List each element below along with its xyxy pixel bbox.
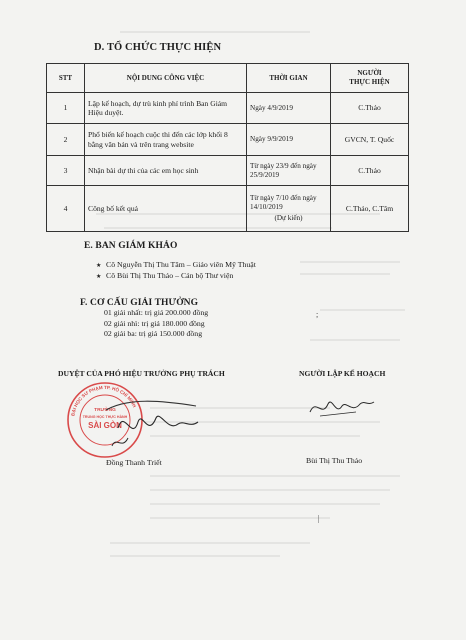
row-person: GVCN, T. Quốc bbox=[331, 124, 409, 156]
row-time: Từ ngày 7/10 đến ngày 14/10/2019 bbox=[250, 194, 317, 211]
row-person: C.Thảo, C.Tâm bbox=[331, 186, 409, 232]
row-content: Lập kế hoạch, dự trù kinh phí trình Ban Giám Hiệu duyệt. bbox=[85, 93, 247, 124]
row-stt: 3 bbox=[47, 156, 85, 186]
approver-title: DUYỆT CỦA PHÓ HIỆU TRƯỞNG PHỤ TRÁCH bbox=[58, 369, 225, 378]
row-content: Phổ biến kế hoạch cuộc thi đến các lớp khối 8 bằng văn bản và trên trang website bbox=[85, 124, 247, 156]
planner-name: Bùi Thị Thu Thảo bbox=[306, 456, 363, 465]
svg-text:TRƯỜNG: TRƯỜNG bbox=[94, 408, 116, 413]
list-item: 02 giải ba: trị giá 150.000 đồng bbox=[104, 329, 203, 338]
bullet-star-icon: ★ bbox=[96, 263, 102, 269]
section-d-title: D. TỔ CHỨC THỰC HIỆN bbox=[94, 42, 222, 53]
list-item: 01 giải nhất: trị giá 200.000 đồng bbox=[104, 308, 209, 317]
svg-text:ĐẠI HỌC SƯ PHẠM TP. HỒ CHÍ MIN: ĐẠI HỌC SƯ PHẠM TP. HỒ CHÍ MINH bbox=[70, 384, 138, 417]
stray-mark-icon: | bbox=[318, 514, 320, 523]
header-person-line2: THỰC HIỆN bbox=[349, 78, 390, 86]
row-content: Nhận bài dự thi của các em học sinh bbox=[85, 156, 247, 186]
row-time: Ngày 4/9/2019 bbox=[247, 93, 331, 124]
header-person bbox=[331, 64, 409, 93]
judge-name: Cô Bùi Thị Thu Thảo – Cán bộ Thư viện bbox=[106, 271, 234, 280]
header-time: THỜI GIAN bbox=[247, 64, 331, 93]
judge-name: Cô Nguyễn Thị Thu Tâm – Giáo viên Mỹ Thuật bbox=[106, 260, 256, 269]
approver-signature-icon bbox=[98, 388, 208, 454]
table-row bbox=[47, 93, 409, 124]
section-e-title: E. BAN GIÁM KHẢO bbox=[84, 241, 178, 251]
svg-text:SÀI GÒN: SÀI GÒN bbox=[88, 421, 122, 430]
judges-list bbox=[96, 260, 256, 282]
row-content: Công bố kết quả bbox=[85, 186, 247, 232]
row-person: C.Thảo bbox=[331, 156, 409, 186]
planner-title: NGƯỜI LẬP KẾ HOẠCH bbox=[299, 369, 386, 378]
row-time: Từ ngày 23/9 đến ngày 25/9/2019 bbox=[247, 156, 331, 186]
approver-name: Đồng Thanh Triết bbox=[106, 458, 162, 467]
header-content: NỘI DUNG CÔNG VIỆC bbox=[85, 64, 247, 93]
table-row bbox=[47, 156, 409, 186]
section-f-title: F. CƠ CẤU GIẢI THƯỞNG bbox=[80, 298, 199, 308]
list-item bbox=[96, 260, 256, 271]
table-row bbox=[47, 186, 409, 232]
table-row bbox=[47, 124, 409, 156]
row-stt: 2 bbox=[47, 124, 85, 156]
list-item: 02 giải nhì: trị giá 180.000 đồng bbox=[104, 318, 205, 328]
header-stt: STT bbox=[47, 64, 85, 93]
bullet-star-icon: ★ bbox=[96, 274, 102, 280]
row-time: Ngày 9/9/2019 bbox=[247, 124, 331, 156]
header-person-line1: NGƯỜI bbox=[357, 69, 382, 78]
row-time-cell bbox=[247, 186, 331, 232]
row-stt: 1 bbox=[47, 93, 85, 124]
row-person: C.Thảo bbox=[331, 93, 409, 124]
planner-signature-icon bbox=[306, 392, 376, 422]
implementation-table bbox=[46, 63, 409, 232]
table-header-row bbox=[47, 64, 409, 93]
row-time-note: (Dự kiến) bbox=[274, 214, 303, 222]
prize-list bbox=[104, 308, 208, 340]
stray-mark-icon: ; bbox=[316, 310, 319, 319]
svg-text:TRUNG HỌC THỰC HÀNH: TRUNG HỌC THỰC HÀNH bbox=[82, 415, 128, 419]
row-stt: 4 bbox=[47, 186, 85, 232]
list-item bbox=[96, 271, 256, 282]
